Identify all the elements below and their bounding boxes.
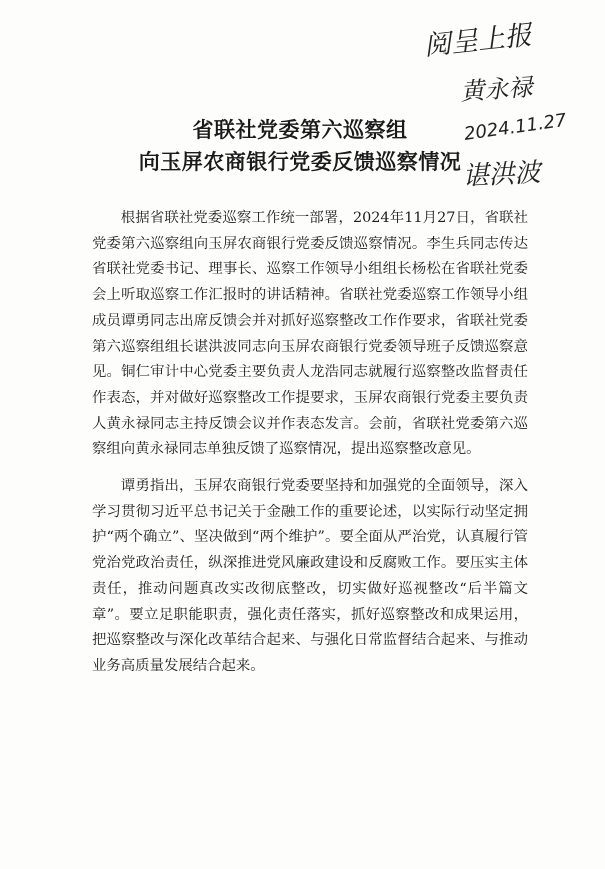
body-paragraph-1: 根据省联社党委巡察工作统一部署，2024年11月27日，省联社党委第六巡察组向玉屏农商银行党委反馈巡察情况。李生兵同志传达省联社党委书记、理事长、巡察工作领导小组组长杨松在省联社党委会上听取巡察工作汇报时的讲话精神。省联社党委巡察工作领导小组成员谭勇同志出席反馈会并对抓好巡察整改工作作要求，省联社党委第六巡察组组长谌洪波同志向玉屏农商银行党委领导班子反馈巡察意见。铜仁审计中心党委主要负责人龙浩同志就履行巡察整改监督责任作表态，并对做好巡察整改工作提要求，玉屏农商银行党委主要负责人黄永禄同志主持反馈会议并作表态发言。会前，省联社党委第六巡察组向黄永禄同志单独反馈了巡察情况，提出巡察整改意见。 [92, 210, 528, 458]
document-title [120, 114, 480, 178]
document-body [92, 206, 528, 691]
title-line-2: 向玉屏农商银行党委反馈巡察情况 [138, 150, 462, 174]
handwritten-line-1: 阅呈上报 [422, 19, 534, 62]
handwritten-line-3: 2024.11.27 [462, 109, 568, 145]
body-paragraph-2: 谭勇指出，玉屏农商银行党委要坚持和加强党的全面领导，深入学习贯彻习近平总书记关于金融工作的重要论述，以实际行动坚定拥护“两个确立”、坚决做到“两个维护”。要全面从严治党，认真履行管党治党政治责任，纵深推进党风廉政建设和反腐败工作。要压实主体责任，推动问题真改实改彻底整改，切实做好巡视整改“后半篇文章”。要立足职能职责，强化责任落实，抓好巡察整改和成果运用，把巡察整改与深化改革结合起来、与强化日常监督结合起来、与推动业务高质量发展结合起来。 [92, 478, 528, 674]
title-line-1: 省联社党委第六巡察组 [192, 118, 408, 142]
handwritten-line-4: 谌洪波 [461, 157, 542, 192]
handwritten-line-2: 黄永禄 [459, 73, 534, 106]
